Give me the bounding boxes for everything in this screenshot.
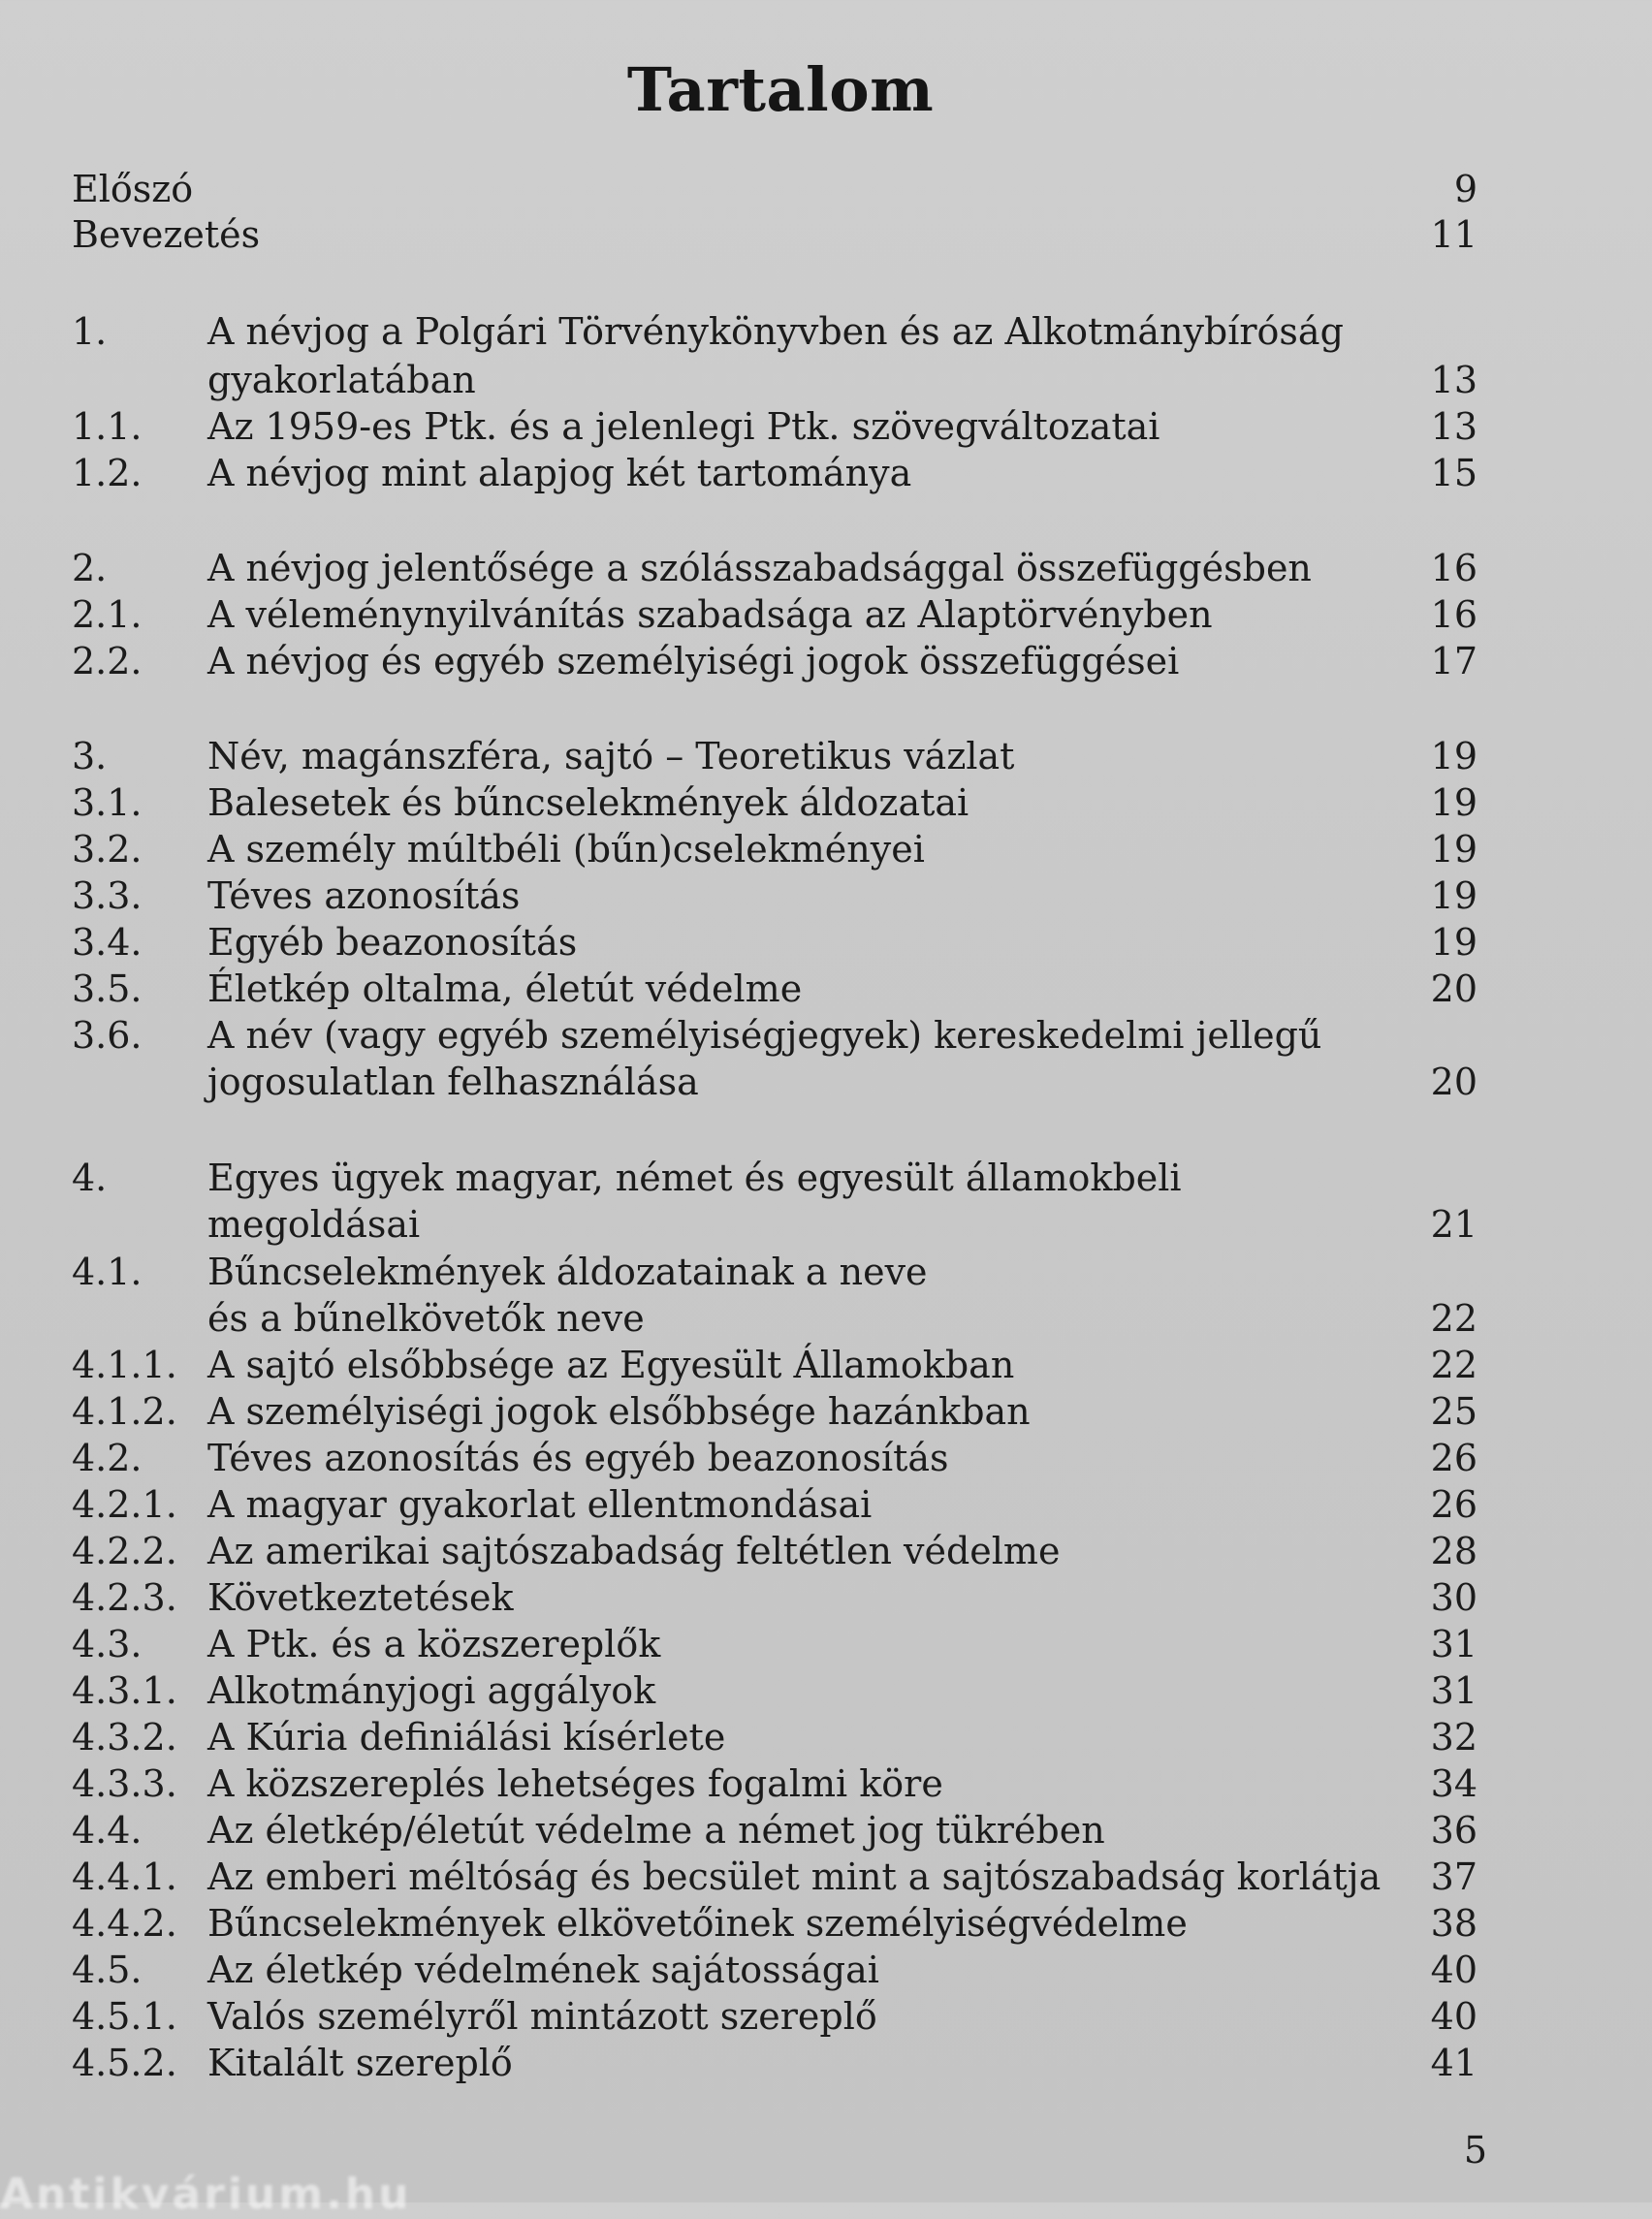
toc-entry-title: Téves azonosítás — [207, 874, 521, 917]
toc-entry-page: 40 — [1430, 1949, 1477, 1991]
toc-entry-page: 19 — [1430, 921, 1477, 964]
toc-entry-number: 4.1. — [72, 1251, 143, 1293]
toc-entry-number: 4.1.2. — [72, 1390, 177, 1433]
toc-entry-page: 13 — [1430, 405, 1477, 448]
toc-entry — [0, 1061, 1652, 1103]
toc-entry-title: Valós személyről mintázott szereplő — [207, 1995, 877, 2038]
toc-entry-title: Bűncselekmények áldozatainak a neve — [207, 1251, 928, 1293]
toc-entry-title: A Ptk. és a közszereplők — [207, 1623, 661, 1665]
toc-entry — [0, 828, 1652, 871]
toc-entry — [0, 1251, 1652, 1293]
toc-entry — [0, 1949, 1652, 1991]
toc-entry-title: Életkép oltalma, életút védelme — [207, 967, 803, 1010]
toc-entry-number: 4.1.1. — [72, 1344, 177, 1386]
toc-entry — [0, 1809, 1652, 1852]
toc-entry — [0, 593, 1652, 636]
toc-entry-title: és a bűnelkövetők neve — [207, 1297, 645, 1340]
toc-entry-title: Egyes ügyek magyar, német és egyesült államokbeli — [207, 1157, 1182, 1199]
toc-entry-title: Az emberi méltóság és becsület mint a sajtószabadság korlátja — [207, 1855, 1382, 1898]
toc-entry-page: 26 — [1430, 1437, 1477, 1479]
toc-entry-title: jogosulatlan felhasználása — [207, 1061, 699, 1103]
toc-entry-page: 36 — [1430, 1809, 1477, 1852]
toc-entry — [0, 547, 1652, 589]
toc-entry — [0, 1157, 1652, 1199]
toc-entry-title: A személyiségi jogok elsőbbsége hazánkban — [207, 1390, 1031, 1433]
toc-entry-page: 22 — [1430, 1297, 1477, 1340]
toc-entry-number: 4.2.2. — [72, 1530, 177, 1572]
toc-entry-number: 2.1. — [72, 593, 143, 636]
toc-entry-page: 31 — [1430, 1623, 1477, 1665]
toc-entry-title: A névjog és egyéb személyiségi jogok összefüggései — [207, 640, 1180, 682]
page-number: 5 — [1463, 2129, 1487, 2171]
toc-entry-title: A sajtó elsőbbsége az Egyesült Államokban — [207, 1344, 1015, 1386]
toc-entry — [0, 967, 1652, 1010]
toc-entry — [0, 1902, 1652, 1945]
toc-entry-number: 4. — [72, 1157, 108, 1199]
toc-entry-page: 40 — [1430, 1995, 1477, 2038]
toc-entry-number: 4.4.2. — [72, 1902, 177, 1945]
toc-entry-title: Név, magánszféra, sajtó – Teoretikus vázlat — [207, 735, 1015, 777]
watermark: Antikvárium.hu — [0, 2170, 412, 2219]
toc-entry-page: 20 — [1430, 1061, 1477, 1103]
toc-entry-page: 16 — [1430, 547, 1477, 589]
toc-entry-title: Bűncselekmények elkövetőinek személyiségvédelme — [207, 1902, 1188, 1945]
toc-entry — [0, 921, 1652, 964]
toc-entry — [0, 1669, 1652, 1712]
toc-entry — [0, 213, 1652, 256]
toc-entry-page: 30 — [1430, 1576, 1477, 1619]
toc-entry — [0, 1716, 1652, 1759]
toc-entry — [0, 1995, 1652, 2038]
toc-entry — [0, 1344, 1652, 1386]
toc-entry — [0, 1014, 1652, 1057]
toc-entry-page: 19 — [1430, 781, 1477, 824]
toc-entry — [0, 405, 1652, 448]
toc-entry-page: 19 — [1430, 828, 1477, 871]
toc-entry-title: A személy múltbéli (bűn)cselekményei — [207, 828, 925, 871]
toc-entry — [0, 1203, 1652, 1246]
toc-entry-number: 4.5.1. — [72, 1995, 177, 2038]
toc-entry-title: A névjog mint alapjog két tartománya — [207, 452, 912, 494]
toc-entry — [0, 1576, 1652, 1619]
toc-entry — [0, 310, 1652, 353]
toc-entry-page: 19 — [1430, 874, 1477, 917]
toc-entry — [0, 168, 1652, 210]
toc-entry — [0, 1762, 1652, 1805]
toc-entry-title: A Kúria definiálási kísérlete — [207, 1716, 726, 1759]
toc-entry-title: Az 1959-es Ptk. és a jelenlegi Ptk. szövegváltozatai — [207, 405, 1160, 448]
toc-entry-title: Kitalált szereplő — [207, 2042, 513, 2084]
toc-entry-title: Következtetések — [207, 1576, 514, 1619]
toc-entry — [0, 2042, 1652, 2084]
toc-entry-page: 21 — [1430, 1203, 1477, 1246]
toc-entry-number: 4.3.2. — [72, 1716, 177, 1759]
toc-entry-number: 4.2.1. — [72, 1483, 177, 1526]
toc-entry-number: 3.2. — [72, 828, 143, 871]
toc-entry-page: 11 — [1430, 213, 1477, 256]
toc-entry-page: 25 — [1430, 1390, 1477, 1433]
toc-entry-page: 9 — [1453, 168, 1477, 210]
toc-entry — [0, 735, 1652, 777]
toc-entry — [0, 1530, 1652, 1572]
toc-entry — [0, 1483, 1652, 1526]
toc-entry-page: 17 — [1430, 640, 1477, 682]
toc-entry-page: 32 — [1430, 1716, 1477, 1759]
toc-entry-page: 16 — [1430, 593, 1477, 636]
toc-entry-page: 26 — [1430, 1483, 1477, 1526]
toc-entry-title: A névjog jelentősége a szólásszabadsággal összefüggésben — [207, 547, 1312, 589]
toc-entry-page: 20 — [1430, 967, 1477, 1010]
toc-entry — [0, 1855, 1652, 1898]
page-title: Tartalom — [626, 54, 935, 125]
toc-entry-page: 31 — [1430, 1669, 1477, 1712]
toc-entry-page: 22 — [1430, 1344, 1477, 1386]
toc-entry-number: 3.1. — [72, 781, 143, 824]
toc-entry-number: 3. — [72, 735, 108, 777]
toc-entry — [0, 1623, 1652, 1665]
toc-entry — [0, 1297, 1652, 1340]
toc-entry-number: 3.5. — [72, 967, 143, 1010]
toc-entry-number: 3.3. — [72, 874, 143, 917]
toc-entry — [0, 359, 1652, 401]
toc-entry-title: A névjog a Polgári Törvénykönyvben és az Alkotmánybíróság — [207, 310, 1344, 353]
toc-entry-number: 4.3. — [72, 1623, 143, 1665]
toc-entry-title: A véleménynyilvánítás szabadsága az Alaptörvényben — [207, 593, 1213, 636]
toc-entry-title: Bevezetés — [72, 213, 261, 256]
toc-entry-number: 4.5.2. — [72, 2042, 177, 2084]
toc-entry-page: 28 — [1430, 1530, 1477, 1572]
toc-entry-title: Egyéb beazonosítás — [207, 921, 578, 964]
toc-entry-title: gyakorlatában — [207, 359, 476, 401]
toc-entry-number: 3.4. — [72, 921, 143, 964]
toc-entry-title: megoldásai — [207, 1203, 421, 1246]
toc-entry-number: 2.2. — [72, 640, 143, 682]
toc-entry-title: Előszó — [72, 168, 194, 210]
toc-entry-title: A magyar gyakorlat ellentmondásai — [207, 1483, 873, 1526]
toc-entry-page: 15 — [1430, 452, 1477, 494]
toc-entry-page: 34 — [1430, 1762, 1477, 1805]
toc-entry-title: Az amerikai sajtószabadság feltétlen védelme — [207, 1530, 1061, 1572]
toc-entry — [0, 1437, 1652, 1479]
toc-entry-number: 2. — [72, 547, 108, 589]
toc-entry-title: Alkotmányjogi aggályok — [207, 1669, 656, 1712]
toc-entry — [0, 874, 1652, 917]
toc-entry-title: A közszereplés lehetséges fogalmi köre — [207, 1762, 943, 1805]
toc-entry — [0, 452, 1652, 494]
toc-entry-title: Balesetek és bűncselekmények áldozatai — [207, 781, 969, 824]
toc-entry-title: Az életkép/életút védelme a német jog tükrében — [207, 1809, 1105, 1852]
toc-entry-number: 4.3.3. — [72, 1762, 177, 1805]
toc-entry-number: 4.3.1. — [72, 1669, 177, 1712]
toc-entry-title: Téves azonosítás és egyéb beazonosítás — [207, 1437, 949, 1479]
toc-entry-page: 13 — [1430, 359, 1477, 401]
toc-entry-page: 41 — [1430, 2042, 1477, 2084]
toc-entry-number: 4.5. — [72, 1949, 143, 1991]
toc-entry-page: 38 — [1430, 1902, 1477, 1945]
toc-entry-number: 4.2. — [72, 1437, 143, 1479]
toc-entry-number: 3.6. — [72, 1014, 143, 1057]
toc-entry-title: Az életkép védelmének sajátosságai — [207, 1949, 879, 1991]
toc-entry-page: 19 — [1430, 735, 1477, 777]
toc-entry — [0, 640, 1652, 682]
toc-entry-title: A név (vagy egyéb személyiségjegyek) kereskedelmi jellegű — [207, 1014, 1322, 1057]
toc-entry-number: 1. — [72, 310, 108, 353]
toc-entry-number: 4.4. — [72, 1809, 143, 1852]
toc-entry-number: 4.2.3. — [72, 1576, 177, 1619]
toc-entry-number: 1.1. — [72, 405, 143, 448]
toc-entry-page: 37 — [1430, 1855, 1477, 1898]
toc-entry — [0, 1390, 1652, 1433]
toc-entry-number: 4.4.1. — [72, 1855, 177, 1898]
toc-entry — [0, 781, 1652, 824]
toc-entry-number: 1.2. — [72, 452, 143, 494]
